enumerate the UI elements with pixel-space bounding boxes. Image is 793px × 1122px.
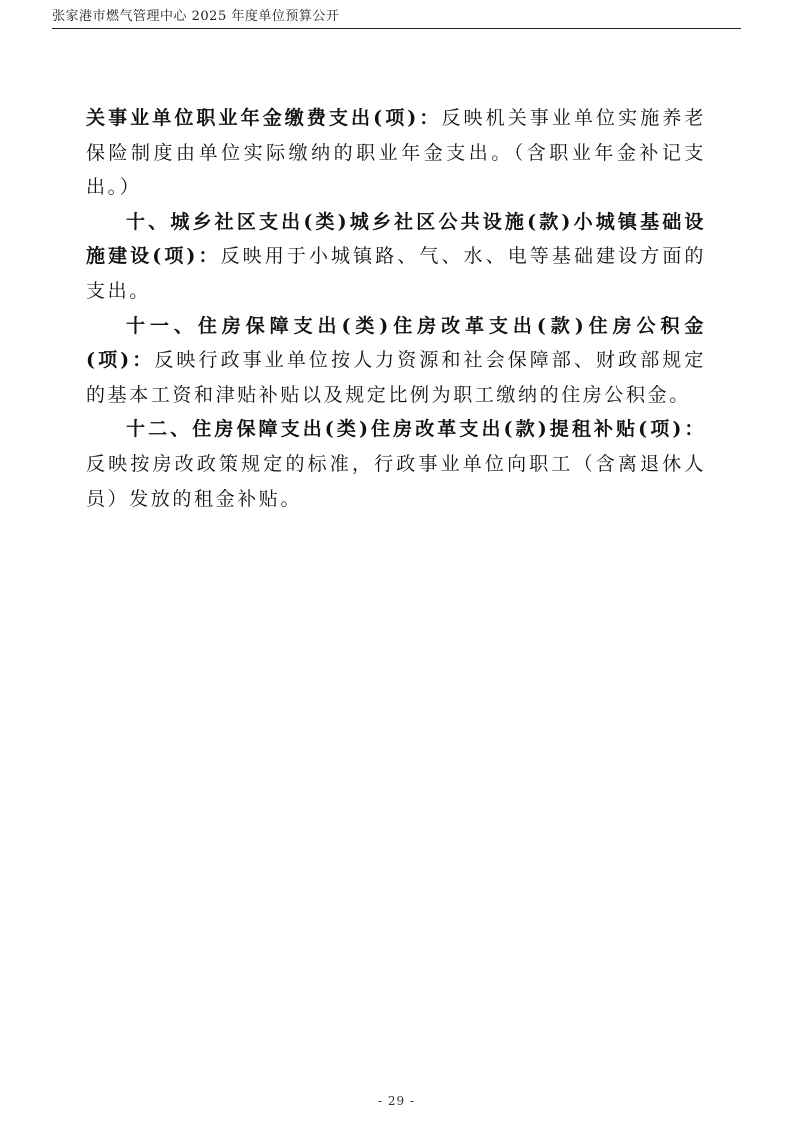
document-body [86,101,706,516]
page-header-title: 张家港市燃气管理中心 2025 年度单位预算公开 [52,9,340,24]
paragraph-text: 反映用于小城镇路、气、水、电等基础建设方面的支出。 [86,245,707,302]
paragraph-urban-rural-infrastructure [86,205,706,309]
paragraph-occupational-annuity [86,101,706,205]
paragraph-text: 反映行政事业单位按人力资源和社会保障部、财政部规定的基本工资和津贴补贴以及规定比例为职工缴纳的住房公积金。 [86,349,706,406]
paragraph-heading: 十、城乡社区支出(类)城乡社区公共设施(款)小城镇基础设施建设(项)： [86,210,706,268]
paragraph-rent-subsidy [86,412,706,516]
paragraph-text: 反映按房改政策规定的标准，行政事业单位向职工（含离退休人员）发放的租金补贴。 [86,452,706,510]
paragraph-heading: 十一、住房保障支出(类)住房改革支出(款)住房公积金(项)： [86,314,706,372]
paragraph-heading: 十二、住房保障支出(类)住房改革支出(款)提租补贴(项)： [126,418,706,441]
header-divider [52,28,741,29]
paragraph-text: 反映机关事业单位实施养老保险制度由单位实际缴纳的职业年金支出。（含职业年金补记支出。） [86,107,707,199]
paragraph-housing-provident-fund [86,309,706,413]
page-number: - 29 - [377,1094,415,1108]
paragraph-heading: 关事业单位职业年金缴费支出(项)： [86,107,442,129]
